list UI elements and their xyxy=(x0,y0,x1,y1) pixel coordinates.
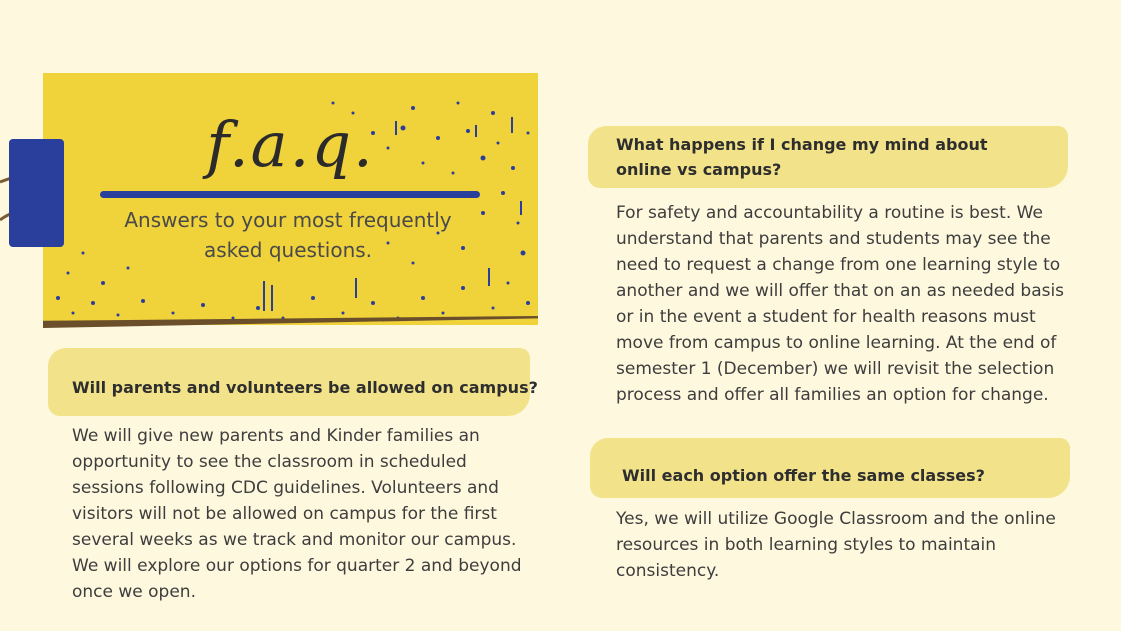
faq-answer-3: Yes, we will utilize Google Classroom and the online resources in both learning styles to maintain consistency. xyxy=(616,509,1056,581)
page-title: f.a.q. xyxy=(206,108,375,181)
faq-question-2: What happens if I change my mind about online vs campus? xyxy=(616,135,988,179)
faq-answer-1: We will give new parents and Kinder families an opportunity to see the classroom in scheduled sessions following CDC guidelines. Volunteers and visitors will not be allowed on campus for the first several weeks as we track and monitor our campus. We will explore our options for quarter 2 and beyond once we open. xyxy=(72,426,522,602)
faq-answer-2: For safety and accountability a routine is best. We understand that parents and students may see the need to request a change from one learning style to another and we will offer that on an as needed basis or in the event a student for health reasons must move from campus to online learning. At the end of semester 1 (December) we will revisit the selection process and offer all families an option for change. xyxy=(616,203,1065,405)
title-underline xyxy=(100,191,480,198)
page-subtitle: Answers to your most frequently asked questions. xyxy=(124,208,452,262)
faq-question-3: Will each option offer the same classes? xyxy=(622,466,985,485)
faq-question-1: Will parents and volunteers be allowed on campus? xyxy=(72,378,538,397)
